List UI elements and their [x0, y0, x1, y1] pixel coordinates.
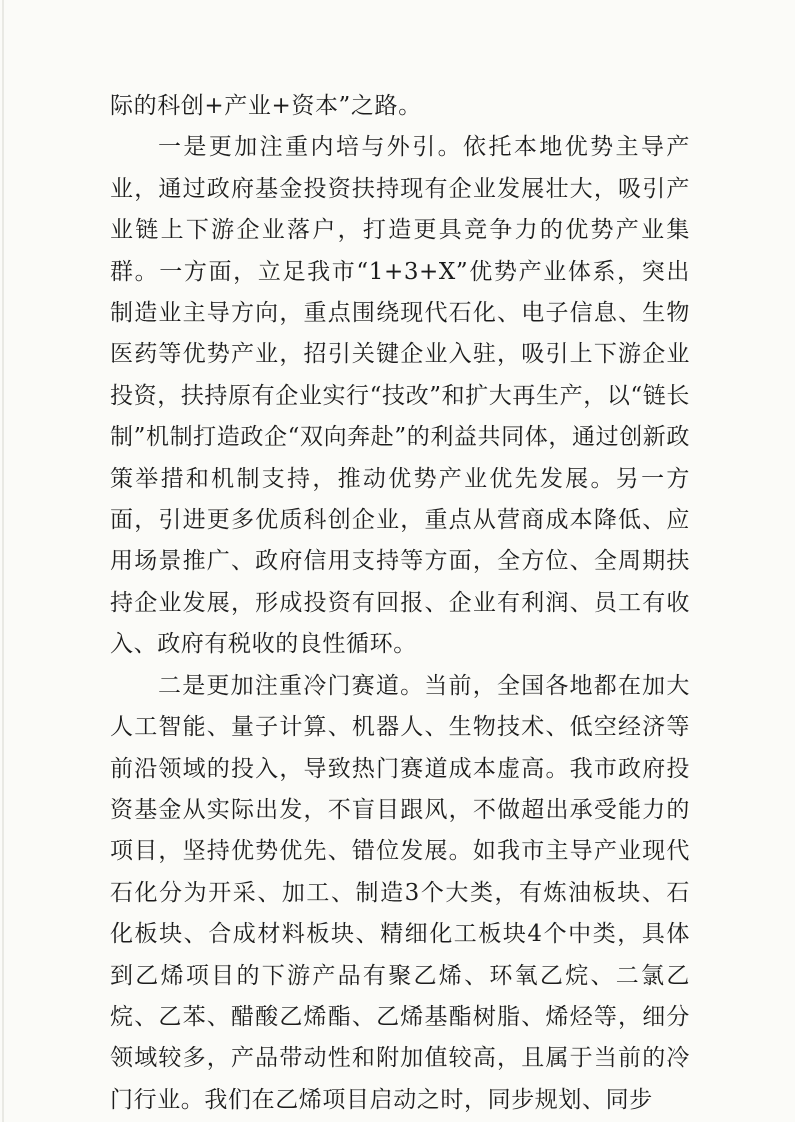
paragraph-niche-tracks: 二是更加注重冷门赛道。当前，全国各地都在加大人工智能、量子计算、机器人、生物技术、低空经济等前沿领域的投入，导致热门赛道成本虚高。我市政府投资基金从实际出发，不盲目跟风，不做超出承受能力的项目，坚持优势优先、错位发展。如我市主导产业现代石化分为开采、加工、制造3个大类，有炼油板块、石化板块、合成材料板块、精细化工板块4个中类，具体到乙烯项目的下游产品有聚乙烯、环氧乙烷、二氯乙烷、乙苯、醋酸乙烯酯、乙烯基酯树脂、烯烃等，细分领域较多，产品带动性和附加值较高，且属于当前的冷门行业。我们在乙烯项目启动之时，同步规划、同步 [110, 672, 690, 1113]
paragraph-inner-outer-attraction: 一是更加注重内培与外引。依托本地优势主导产业，通过政府基金投资扶持现有企业发展壮大，吸引产业链上下游企业落户，打造更具竞争力的优势产业集群。一方面，立足我市“1+3+X”优势产业体系，突出制造业主导方向，重点围绕现代石化、电子信息、生物医药等优势产业，招引关键企业入驻，吸引上下游企业投资，扶持原有企业实行“技改”和扩大再生产，以“链长制”机制打造政企“双向奔赴”的利益共同体，通过创新政策举措和机制支持，推动优势产业优先发展。另一方面，引进更多优质科创企业，重点从营商成本降低、应用场景推广、政府信用支持等方面，全方位、全周期扶持企业发展，形成投资有回报、企业有利润、员工有收入、政府有税收的良性循环。 [110, 134, 690, 658]
scan-edge-left [2, 0, 4, 1122]
document-body [110, 86, 690, 1121]
paragraph-continuation: 际的科创+产业+资本”之路。 [110, 93, 422, 119]
